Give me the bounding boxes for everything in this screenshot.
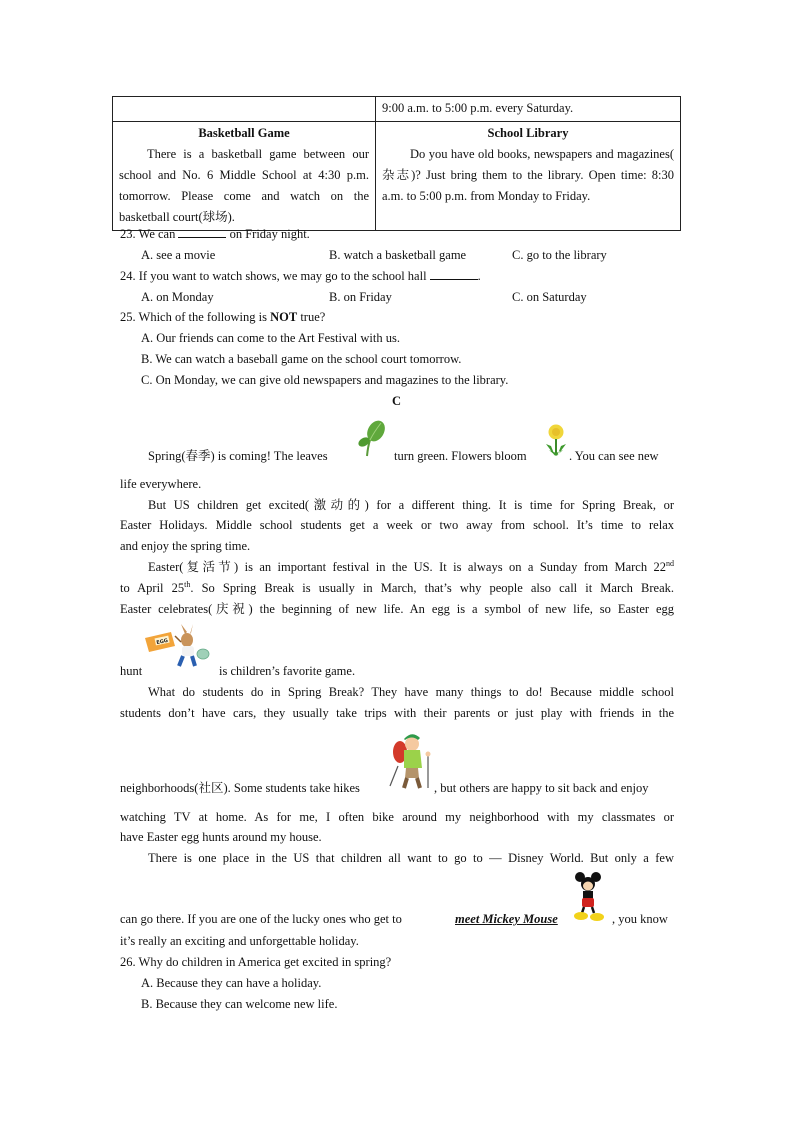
question-24: 24. If you want to watch shows, we may go to the school hall . — [120, 269, 481, 283]
p1-part-c: . You can see new — [569, 449, 659, 463]
p2-line-3: and enjoy the spring time. — [120, 539, 251, 553]
p5-line-1: There is one place in the US that children all want to go to — Disney World. But only a few — [148, 851, 674, 865]
p4-line-2: students don’t have cars, they usually take trips with their parents or just play with friends in the — [120, 706, 674, 720]
question-26: 26. Why do children in America get excited in spring? — [120, 955, 392, 969]
q26-option-b: B. Because they can welcome new life. — [141, 997, 338, 1011]
q24-option-b: B. on Friday — [329, 290, 392, 304]
p5-line-3: it’s really an exciting and unforgettable holiday. — [120, 934, 359, 948]
p4-line-3b: , but others are happy to sit back and enjoy — [434, 781, 649, 795]
p3-hunt-word: hunt — [120, 664, 143, 678]
easter-rabbit-egg-hunter-icon — [143, 624, 215, 670]
basketball-game-text: There is a basketball game between our school and No. 6 Middle School at 4:30 p.m. tomorrow. Please come and watch on the basketball court(球场). — [119, 147, 369, 224]
basketball-game-title: Basketball Game — [198, 126, 290, 140]
p3-line-2: to April 25th. So Spring Break is usually in March, that’s why people also call it March Break. — [120, 579, 675, 595]
p2-line-2: Easter Holidays. Middle school students get a week or two away from school. It’s time to relax — [120, 518, 674, 532]
school-library-title: School Library — [487, 126, 569, 140]
p1-part-b: turn green. Flowers bloom — [394, 449, 527, 463]
q26-option-a: A. Because they can have a holiday. — [141, 976, 322, 990]
dandelion-flower-icon — [543, 422, 569, 458]
notice-table — [112, 96, 681, 231]
q25-option-b: B. We can watch a baseball game on the school court tomorrow. — [141, 352, 462, 366]
p1-part-d: life everywhere. — [120, 477, 202, 491]
p5-line-2b: , you know — [612, 912, 668, 926]
mickey-mouse-icon — [572, 871, 608, 923]
p1-part-a: Spring(春季) is coming! The leaves — [148, 449, 328, 463]
p3-line-1: Easter(复活节) is an important festival in the US. It is always on a Sunday from March 22nd — [148, 558, 674, 574]
table-cell-saturday-hours: 9:00 a.m. to 5:00 p.m. every Saturday. — [376, 97, 681, 122]
school-library-cell — [376, 122, 681, 231]
question-23: 23. We can on Friday night. — [120, 227, 310, 241]
p3-line-3: Easter celebrates(庆祝) the beginning of new life. An egg is a symbol of new life, so Easter egg — [120, 602, 674, 616]
table-cell-empty — [113, 97, 376, 122]
q23-option-a: A. see a movie — [141, 248, 216, 262]
q24-option-c: C. on Saturday — [512, 290, 587, 304]
school-library-text: Do you have old books, newspapers and magazines( 杂志)? Just bring them to the library. Open time: 8:30 a.m. to 5:00 p.m. from Monday to Friday. — [382, 147, 674, 203]
svg-text:EGG: EGG — [155, 637, 169, 647]
p4-line-1: What do students do in Spring Break? They have many things to do! Because middle school — [148, 685, 674, 699]
table-row — [113, 97, 681, 122]
answer-blank — [178, 226, 226, 238]
meet-mickey-mouse-phrase: meet Mickey Mouse — [455, 912, 558, 926]
p3-hunt-rest: is children’s favorite game. — [219, 664, 356, 678]
leaf-icon — [358, 420, 386, 458]
answer-blank — [430, 268, 478, 280]
table-row — [113, 122, 681, 231]
q23-option-b: B. watch a basketball game — [329, 248, 467, 262]
p4-line-5: have Easter egg hunts around my house. — [120, 830, 322, 844]
basketball-game-cell — [113, 122, 376, 231]
q23-option-c: C. go to the library — [512, 248, 607, 262]
q25-option-a: A. Our friends can come to the Art Festival with us. — [141, 331, 400, 345]
q25-option-c: C. On Monday, we can give old newspapers and magazines to the library. — [141, 373, 509, 387]
q24-option-a: A. on Monday — [141, 290, 214, 304]
p4-line-3a: neighborhoods(社区). Some students take hikes — [120, 781, 360, 795]
p5-line-2a: can go there. If you are one of the lucky ones who get to — [120, 912, 402, 926]
hiker-boy-icon — [388, 730, 434, 792]
passage-heading: C — [392, 394, 402, 408]
p2-line-1: But US children get excited(激动的) for a different thing. It is time for Spring Break, or — [148, 498, 674, 512]
question-25: 25. Which of the following is NOT true? — [120, 310, 326, 324]
p4-line-4: watching TV at home. As for me, I often bike around my neighborhood with my classmates or — [120, 810, 674, 824]
